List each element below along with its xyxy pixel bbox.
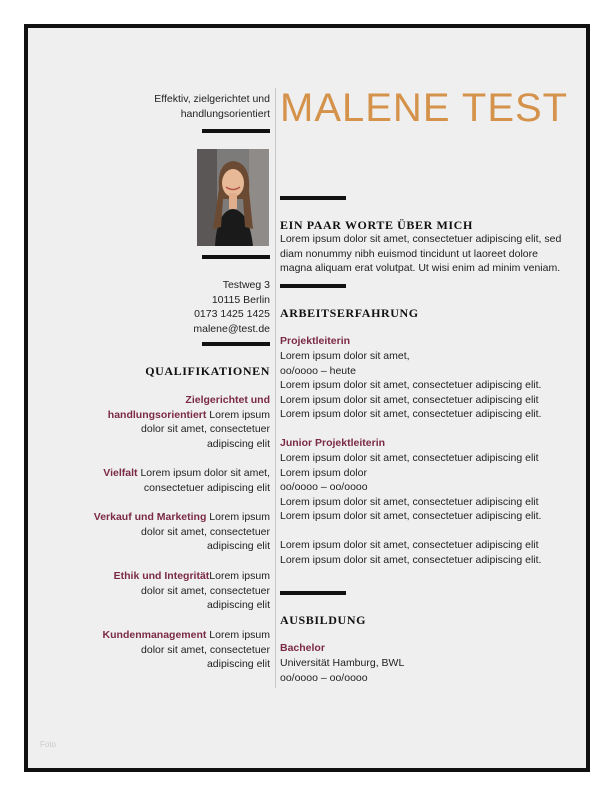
job-line: Lorem ipsum dolor sit amet, consectetuer adipiscing elit.: [280, 408, 542, 420]
portrait-image: [197, 149, 269, 246]
qualification-text: dolor sit amet, consectetuer: [141, 643, 270, 656]
divider-bar: [280, 284, 346, 288]
tagline: [120, 92, 270, 121]
qualification-text: dolor sit amet, consectetuer: [141, 423, 270, 435]
watermark: Foto: [40, 740, 57, 749]
job-line: oo/oooo – heute: [280, 364, 356, 377]
column-divider: [275, 88, 276, 688]
degree-title: Bachelor: [280, 642, 325, 654]
qualification-label: Kundenmanagement: [102, 629, 207, 641]
experience-heading: ARBEITSERFAHRUNG: [280, 306, 419, 320]
divider-bar: [280, 591, 346, 595]
divider-bar: [202, 255, 270, 259]
job-line: Lorem ipsum dolor sit amet, consectetuer adipiscing elit.: [280, 553, 542, 566]
job-line: Lorem ipsum dolor: [280, 466, 367, 479]
qualification-text: adipiscing elit: [206, 599, 270, 611]
profile-photo: [197, 149, 269, 246]
candidate-name: MALENE TEST: [280, 86, 569, 130]
education-heading: AUSBILDUNG: [280, 613, 367, 627]
tagline-line: Effektiv, zielgerichtet und: [154, 93, 270, 105]
contact-block: [120, 278, 270, 336]
education-details: [280, 656, 580, 685]
divider-bar: [280, 196, 346, 200]
qualification-label: Vielfalt: [103, 467, 138, 479]
job-description: [280, 451, 580, 567]
job-title: Junior Projektleiterin: [280, 437, 386, 449]
contact-street: Testweg 3: [222, 279, 270, 291]
qualification-text: Lorem ipsum: [206, 629, 270, 641]
qualification-item: [80, 466, 270, 495]
qualifications-heading: QUALIFIKATIONEN: [145, 364, 270, 378]
job-line: Lorem ipsum dolor sit amet, consectetuer adipiscing elit: [280, 393, 539, 406]
about-text: [280, 232, 580, 276]
tagline-line: handlungsorientiert: [180, 107, 270, 120]
qualification-item: [80, 510, 270, 554]
qualification-text: adipiscing elit: [206, 437, 270, 450]
qualification-label: Zielgerichtet und: [185, 394, 270, 406]
qualification-item: [80, 569, 270, 613]
education-school: Universität Hamburg, BWL: [280, 657, 405, 669]
qualification-label: Verkauf und Marketing: [93, 511, 207, 523]
about-line: Lorem ipsum dolor sit amet, consectetuer adipiscing elit, sed: [280, 233, 562, 245]
about-line: magna aliquam erat volutpat. Ut wisi enim ad minim veniam.: [280, 262, 561, 274]
about-heading: EIN PAAR WORTE ÜBER MICH: [280, 218, 473, 232]
job-description: [280, 349, 580, 422]
qualification-text: adipiscing elit: [206, 540, 270, 552]
qualification-text: dolor sit amet, consectetuer: [141, 584, 270, 597]
qualification-text: Lorem ipsum dolor sit amet,: [137, 467, 270, 479]
job-line: Lorem ipsum dolor sit amet, consectetuer adipiscing elit: [280, 495, 539, 508]
qualification-text: consectetuer adipiscing elit: [143, 481, 270, 494]
about-line: diam nonummy nibh euismod tincidunt ut laoreet dolore: [280, 247, 538, 260]
contact-city: 10115 Berlin: [211, 293, 270, 306]
job-line: Lorem ipsum dolor sit amet, consectetuer adipiscing elit: [280, 452, 539, 464]
job-line: Lorem ipsum dolor sit amet, consectetuer adipiscing elit: [280, 539, 539, 551]
job-line: oo/oooo – oo/oooo: [280, 481, 368, 493]
job-line: Lorem ipsum dolor sit amet, consectetuer adipiscing elit.: [280, 510, 542, 522]
contact-email: malene@test.de: [193, 322, 270, 335]
divider-bar: [202, 129, 270, 133]
job-line: Lorem ipsum dolor sit amet,: [280, 350, 410, 362]
qualification-text: adipiscing elit: [206, 658, 270, 670]
contact-phone: 0173 1425 1425: [194, 308, 270, 320]
divider-bar: [202, 342, 270, 346]
qualification-text: Lorem ipsum: [206, 511, 270, 523]
job-line: [280, 524, 580, 539]
qualification-label: Ethik und Integrität: [113, 570, 210, 582]
job-title: Projektleiterin: [280, 335, 351, 347]
qualification-text: dolor sit amet, consectetuer: [141, 525, 270, 538]
qualification-item: [80, 628, 270, 672]
qualification-text: Lorem ipsum: [209, 570, 270, 582]
qualification-text: Lorem ipsum: [206, 408, 270, 421]
qualification-label: handlungsorientiert: [107, 408, 207, 421]
job-line: Lorem ipsum dolor sit amet, consectetuer adipiscing elit.: [280, 379, 542, 391]
education-dates: oo/oooo – oo/oooo: [280, 671, 368, 684]
qualification-item: [80, 393, 270, 451]
